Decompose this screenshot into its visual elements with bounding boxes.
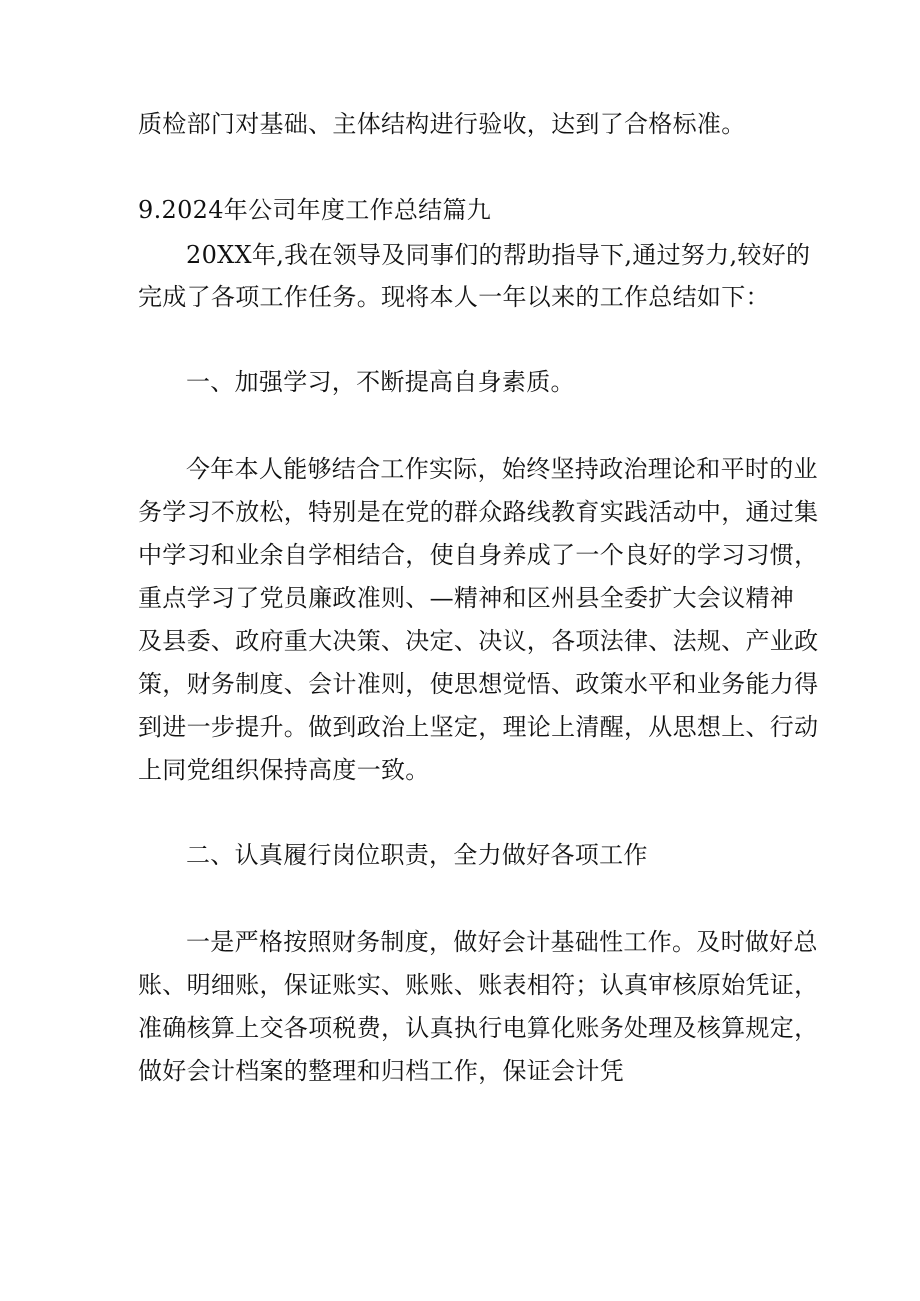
text-line: 完成了各项工作任务。现将本人一年以来的工作总结如下： [138, 283, 770, 311]
text-line: 务学习不放松，特别是在党的群众路线教育实践活动中，通过集 [138, 498, 819, 526]
text-line: 今年本人能够结合工作实际，始终坚持政治理论和平时的业 [186, 455, 818, 483]
text-line: 中学习和业余自学相结合，使自身养成了一个良好的学习习惯， [138, 541, 819, 569]
text-line: 一是严格按照财务制度，做好会计基础性工作。及时做好总 [186, 928, 818, 956]
section-heading: 9.2024年公司年度工作总结篇九 [138, 196, 492, 224]
text-line: 及县委、政府重大决策、决定、决议，各项法律、法规、产业政 [138, 627, 819, 655]
text-line: 策，财务制度、会计准则，使思想觉悟、政策水平和业务能力得 [138, 670, 819, 698]
subheading: 二、认真履行岗位职责，全力做好各项工作 [186, 841, 648, 869]
text-line: 质检部门对基础、主体结构进行验收，达到了合格标准。 [138, 110, 746, 138]
text-line: 到进一步提升。做到政治上坚定，理论上清醒，从思想上、行动 [138, 713, 819, 741]
text-line: 20XX年,我在领导及同事们的帮助指导下,通过努力,较好的 [186, 241, 811, 269]
text-line: 重点学习了党员廉政准则、—精神和区州县全委扩大会议精神 [138, 584, 795, 612]
text-line: 做好会计档案的整理和归档工作，保证会计凭 [138, 1057, 624, 1085]
text-line: 上同党组织保持高度一致。 [138, 756, 430, 784]
subheading: 一、加强学习，不断提高自身素质。 [186, 368, 575, 396]
text-line: 准确核算上交各项税费，认真执行电算化账务处理及核算规定， [138, 1014, 819, 1042]
text-line: 账、明细账，保证账实、账账、账表相符；认真审核原始凭证， [138, 971, 819, 999]
